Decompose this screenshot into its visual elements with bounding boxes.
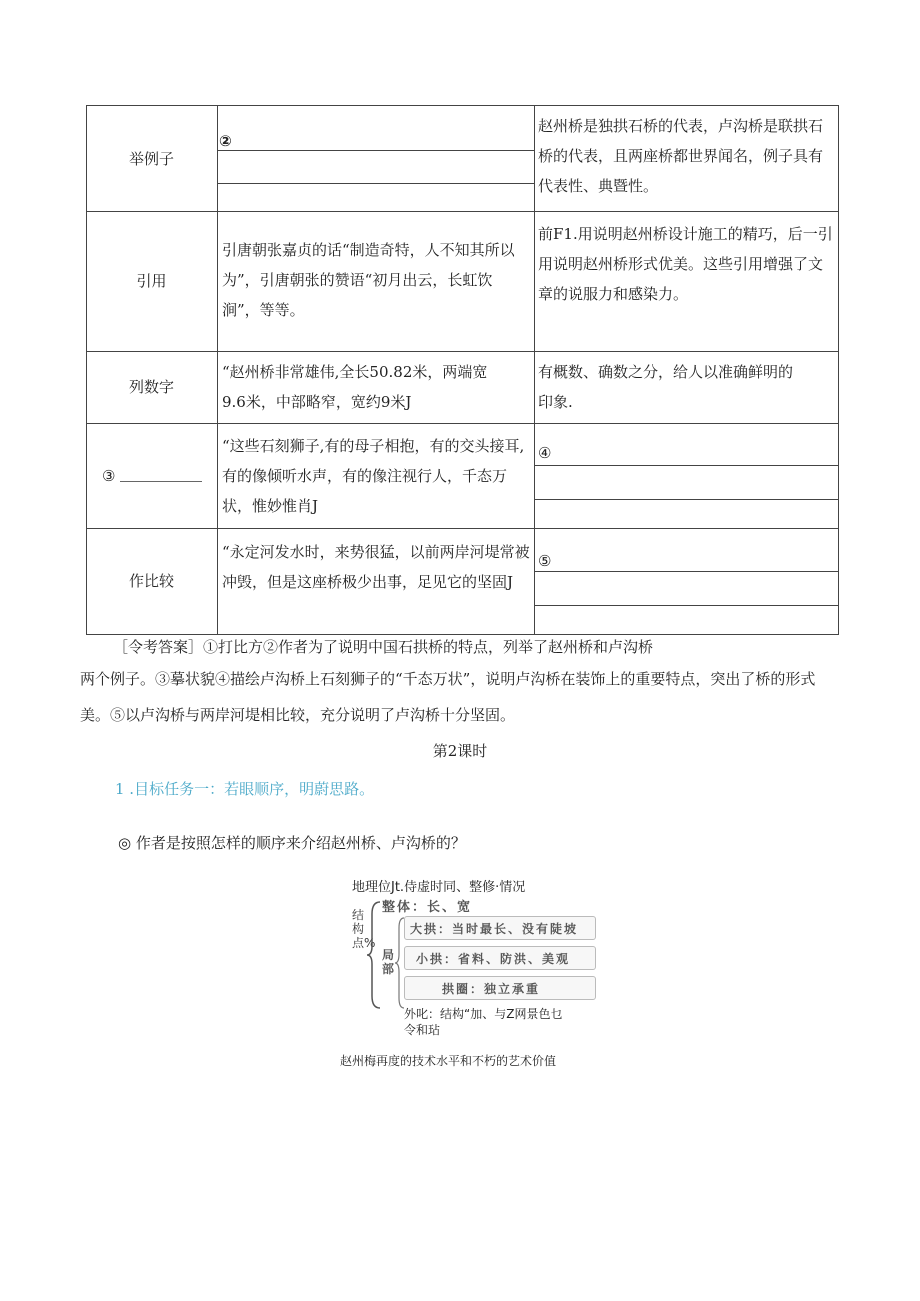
answer-line-3: 美。⑤以卢沟桥与两岸河堤相比较，充分说明了卢沟桥十分坚固。 (80, 706, 516, 724)
diagram-bottom-label: 赵州梅再度的技术水平和不朽的艺术价值 (340, 1054, 557, 1068)
method-label: 列数字 (128, 378, 174, 396)
effect-text: 有概数、确数之分，给人以准确鲜明的印象. (538, 363, 794, 411)
blank-marker: ④ (538, 444, 552, 462)
blank-marker: ⑤ (538, 552, 552, 570)
small-arch-item: 小拱：省料、防洪、美观 (416, 952, 571, 966)
effect-text: 前F1.用说明赵州桥设计施工的精巧，后一引用说明赵州桥形式优美。这些引用增强了文章的说服力和感染力。 (538, 225, 833, 303)
part-label: 局部 (382, 948, 395, 976)
question: ◎ 作者是按照怎样的顺序来介绍赵州桥、卢沟桥的？ (118, 834, 466, 852)
methods-table (86, 105, 839, 635)
answer-line-1: ［令考答案］①打比方②作者为了说明中国石拱桥的特点，列举了赵州桥和卢沟桥 (113, 638, 654, 656)
method-label: 举例子 (128, 150, 174, 168)
example-text: “永定河发水时，来势很猛，以前两岸河堤常被冲毁，但是这座桥极少出事，足见它的坚固J (222, 543, 530, 591)
effect-text: 赵州桥是独拱石桥的代表，卢沟桥是联拱石桥的代表，且两座桥都世界闻名，例子具有代表性、典暨性。 (538, 117, 824, 195)
method-label: 作比较 (128, 572, 174, 590)
blank-marker: ② (219, 132, 232, 150)
structure-diagram (338, 870, 598, 1070)
appearance-item: 外叱：结构“加、与Z网景色乜令和玷 (404, 1007, 563, 1037)
task-heading: 1 .目标任务一：若眼顺序，明蔚思路。 (115, 780, 375, 798)
method-label: 引用 (136, 272, 167, 290)
example-text: “这些石刻狮子,有的母子相抱，有的交头接耳,有的像倾听水声，有的像注视行人，千态万状，惟妙惟肖J (222, 437, 525, 515)
structure-label: 结构点% (352, 908, 376, 950)
lesson-title: 第2课时 (432, 742, 488, 760)
whole-item: 整体：长、宽 (382, 900, 473, 915)
big-arch-item: 大拱：当时最长、没有陡坡 (410, 922, 579, 936)
brace-icon (366, 900, 382, 1010)
answer-line-2: 两个例子。③摹状貌④描绘卢沟桥上石刻狮子的“千态万状”，说明卢沟桥在装饰上的重要特点，突出了桥的形式 (80, 670, 816, 688)
example-text: “赵州桥非常雄伟,全长50.82米，两端宽9.6米，中部略窄，宽约9米J (222, 363, 488, 411)
arch-ring-item: 拱圈：独立承重 (442, 982, 541, 996)
example-text: 引唐朝张嘉贞的话“制造奇特，人不知其所以为”，引唐朝张的赞语“初月出云，长虹饮涧”，等等。 (222, 241, 515, 319)
diagram-top-label: 地理位Jt.侍虚时同、整修·情况 (352, 880, 526, 895)
blank-marker: ③ (102, 467, 116, 485)
